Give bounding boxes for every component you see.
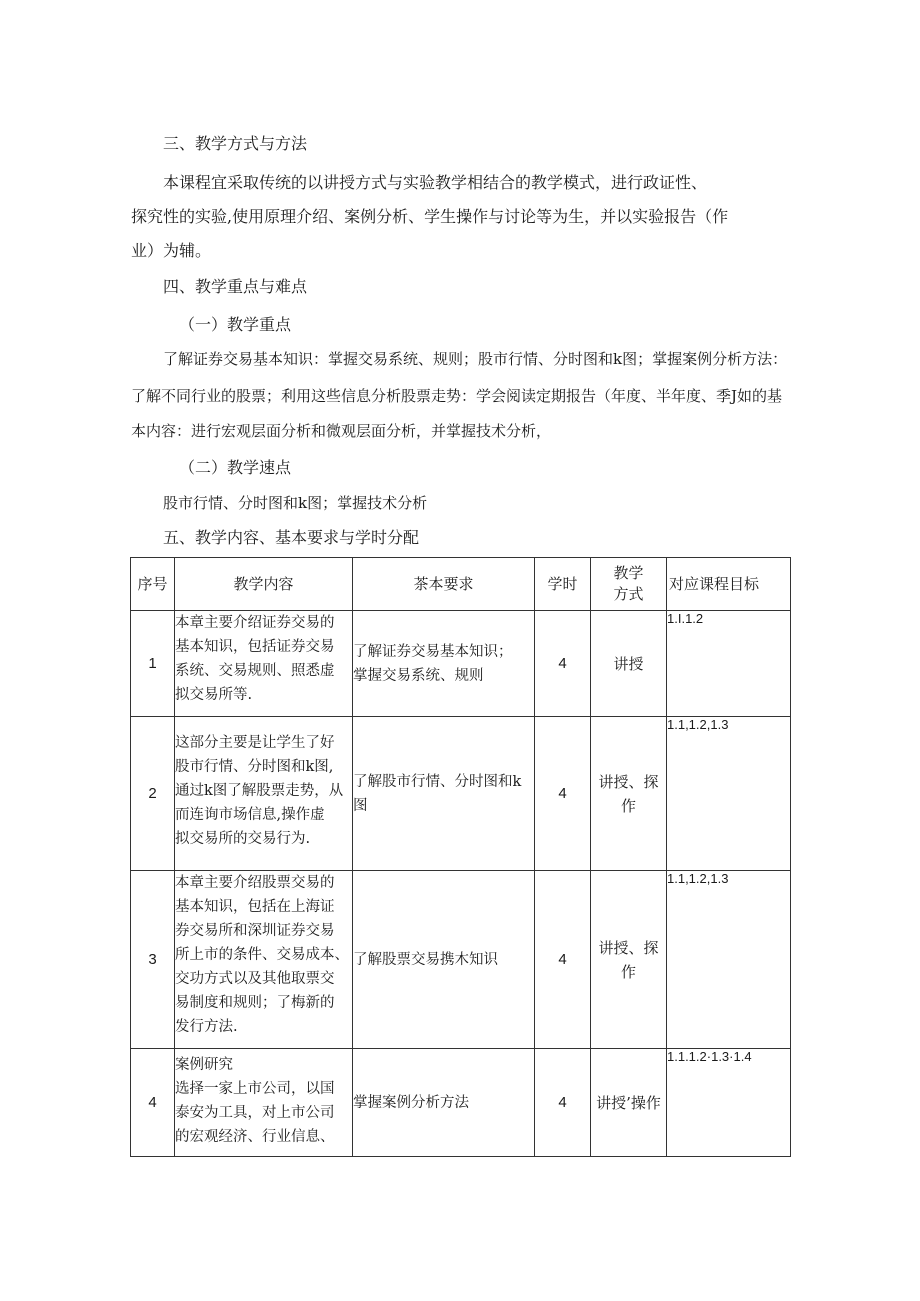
row1-content-line: 系统、交易规则、照悉虚 xyxy=(175,663,335,679)
row2-content xyxy=(175,717,353,871)
header-requirement: 茶本要求 xyxy=(353,558,535,611)
table-row xyxy=(131,1049,791,1157)
row4-content-line: 选择一家上市公司，以国 xyxy=(175,1081,335,1097)
section4-sub1-body-line2: 了解不同行业的股票；利用这些信息分析股票走势：学会阅读定期报告（年度、半年度、季J如的基 xyxy=(131,387,783,405)
row1-content-line: 本章主要介绍证券交易的 xyxy=(175,615,335,631)
row2-hours: 4 xyxy=(535,717,591,871)
section3-body-line3: 业）为辅。 xyxy=(131,241,212,260)
row4-hours: 4 xyxy=(535,1049,591,1157)
section4-heading: 四、教学重点与难点 xyxy=(163,277,308,296)
row3-hours: 4 xyxy=(535,871,591,1049)
section3-heading: 三、教学方式与方法 xyxy=(163,134,308,153)
row3-target: 1.1,1.2,1.3 xyxy=(667,871,791,1049)
row1-method xyxy=(591,611,667,717)
row1-content-line: 拟交易所等. xyxy=(175,687,253,703)
section4-sub1-heading: （一）教学重点 xyxy=(179,315,292,334)
row4-requirement-line: 掌握案例分析方法 xyxy=(353,1094,469,1111)
row3-requirement xyxy=(353,871,535,1049)
header-content: 教学内容 xyxy=(175,558,353,611)
row2-target: 1.1,1.2,1.3 xyxy=(667,717,791,871)
row1-content xyxy=(175,611,353,717)
course-table xyxy=(130,557,791,1157)
row1-requirement-line: 了解证券交易基本知识； xyxy=(353,643,513,660)
row4-target: 1.1.1.2·1.3·1.4 xyxy=(667,1049,791,1157)
row2-requirement-line: 了解股市行情、分时图和k xyxy=(353,773,522,790)
row3-requirement-line: 了解股票交易携木知识 xyxy=(353,951,498,968)
row4-method-line: 讲授’操作 xyxy=(596,1093,661,1112)
row2-method xyxy=(591,717,667,871)
row1-method-line: 讲授 xyxy=(613,654,644,673)
header-idx: 序号 xyxy=(131,558,175,611)
row3-content-line: 本章主要介绍股票交易的 xyxy=(175,875,335,891)
row2-method-line: 讲授、探 xyxy=(598,772,659,791)
section4-sub2-heading: （二）教学速点 xyxy=(179,458,292,477)
row3-method xyxy=(591,871,667,1049)
row4-content-line: 的宏观经济、行业信息、 xyxy=(175,1129,335,1145)
section4-sub1-body-line1: 了解证券交易基本知识：掌握交易系统、规则；股市行情、分时图和k图；掌握案例分析方法： xyxy=(163,350,788,368)
header-hours: 学时 xyxy=(535,558,591,611)
row2-content-line: 通过k图了解股票走势，从 xyxy=(175,783,344,799)
row2-method-line: 作 xyxy=(620,796,636,815)
row1-requirement xyxy=(353,611,535,717)
table-header-row xyxy=(131,558,791,611)
row2-idx: 2 xyxy=(131,717,175,871)
row2-content-line: 拟交易所的交易行为. xyxy=(175,831,311,847)
row1-requirement-line: 掌握交易系统、规则 xyxy=(353,667,484,684)
row1-content-line: 基本知识，包括证券交易 xyxy=(175,639,335,655)
row4-content-line: 泰安为工具，对上市公司 xyxy=(175,1105,335,1121)
table-row xyxy=(131,611,791,717)
row3-content-line: 所上市的条件、交易成本、 xyxy=(175,947,349,963)
row3-content-line: 易制度和规则；了梅新的 xyxy=(175,995,335,1011)
section4-sub1-body-line3: 本内容：进行宏观层面分析和微观层面分析，并掌握技术分析， xyxy=(131,422,552,440)
row3-content-line: 基本知识，包括在上海证 xyxy=(175,899,335,915)
header-target: 对应课程目标 xyxy=(667,558,791,611)
row2-requirement-line: 图 xyxy=(353,797,368,814)
section3-body-line2: 探究性的实验,使用原理介绍、案例分析、学生操作与讨论等为生，并以实验报告（作 xyxy=(131,207,729,226)
row2-content-line: 而连询市场信息,操作虚 xyxy=(175,807,325,823)
row4-content xyxy=(175,1049,353,1157)
row3-content-line: 交功方式以及其他取票交 xyxy=(175,971,335,987)
header-method xyxy=(591,558,667,611)
row1-idx: 1 xyxy=(131,611,175,717)
row3-idx: 3 xyxy=(131,871,175,1049)
header-method-line1: 教学 xyxy=(613,564,644,582)
row2-requirement xyxy=(353,717,535,871)
row1-target: 1.I.1.2 xyxy=(667,611,791,717)
row2-content-line: 这部分主要是让学生了好 xyxy=(175,735,335,751)
header-method-line2: 方式 xyxy=(613,585,644,603)
row1-hours: 4 xyxy=(535,611,591,717)
row3-content-line: 券交易所和深圳证券交易 xyxy=(175,923,335,939)
row3-method-line: 作 xyxy=(620,962,636,981)
row2-content-line: 股市行情、分时图和k图, xyxy=(175,759,334,775)
table-row xyxy=(131,871,791,1049)
row3-method-line: 讲授、探 xyxy=(598,938,659,957)
section5-heading: 五、教学内容、基本要求与学时分配 xyxy=(163,528,420,547)
row4-method xyxy=(591,1049,667,1157)
row4-idx: 4 xyxy=(131,1049,175,1157)
section3-body-line1: 本课程宜采取传统的以讲授方式与实验教学相结合的教学模式，进行政证性、 xyxy=(163,173,708,192)
row3-content xyxy=(175,871,353,1049)
table-row xyxy=(131,717,791,871)
row3-content-line: 发行方法. xyxy=(175,1019,238,1035)
row4-requirement xyxy=(353,1049,535,1157)
row4-content-line: 案例研究 xyxy=(175,1057,233,1073)
section4-sub2-body: 股市行情、分时图和k图；掌握技术分析 xyxy=(163,494,428,512)
